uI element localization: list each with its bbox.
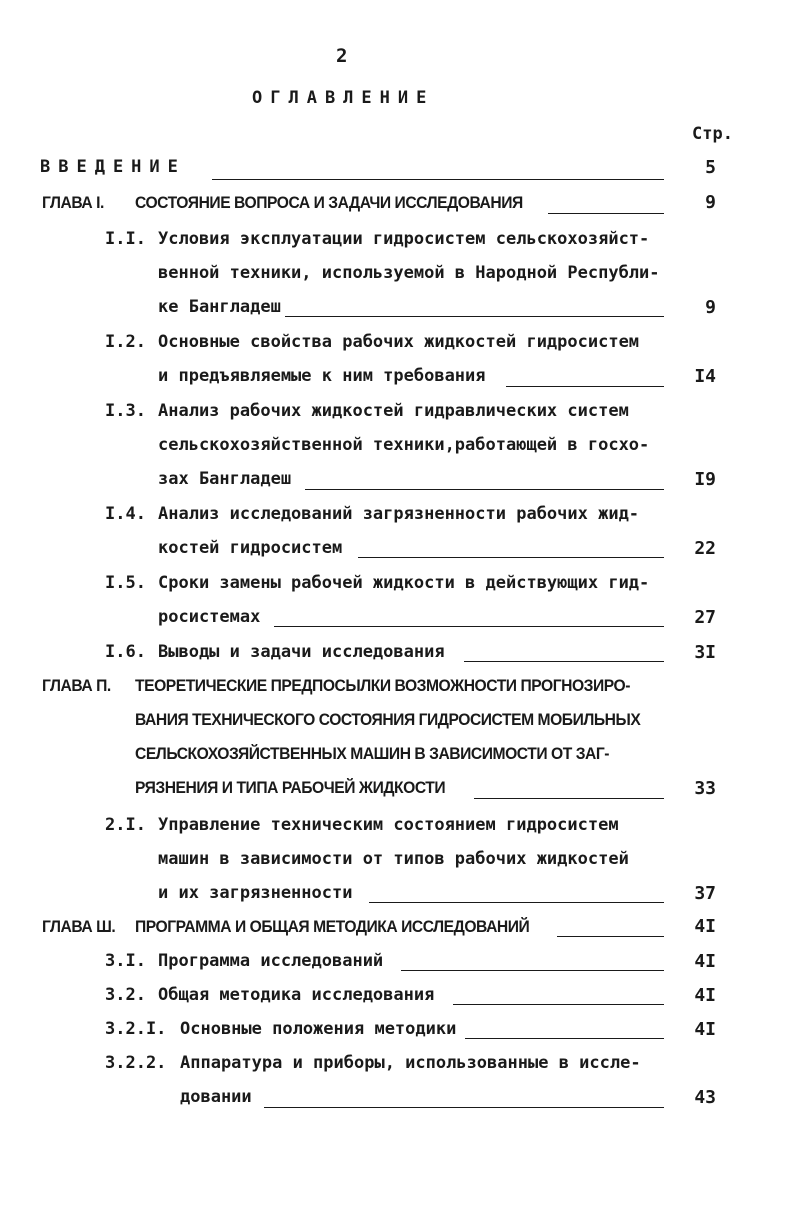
toc-section-text: венной техники, используемой в Народной Республи- xyxy=(158,263,660,283)
toc-section-page: 27 xyxy=(694,607,716,628)
toc-chapter2-label: ГЛАВА П. xyxy=(42,676,111,695)
toc-chapter2-page: 33 xyxy=(694,778,716,799)
toc-section-page: I4 xyxy=(694,366,716,387)
toc-section-number: I.6. xyxy=(105,642,146,662)
toc-section-page: 4I xyxy=(694,1019,716,1040)
toc-leader-line xyxy=(557,936,664,937)
toc-chapter2-title-line: ВАНИЯ ТЕХНИЧЕСКОГО СОСТОЯНИЯ ГИДРОСИСТЕМ МОБИЛЬНЫХ xyxy=(135,710,641,729)
toc-leader-line xyxy=(358,557,664,558)
toc-section-text: Программа исследований xyxy=(158,951,384,971)
toc-chapter1-label: ГЛАВА I. xyxy=(42,193,104,212)
toc-chapter3-label: ГЛАВА Ш. xyxy=(42,917,116,936)
toc-section-text: Общая методика исследования xyxy=(158,985,435,1005)
page-column-label: Стр. xyxy=(692,124,733,144)
toc-leader-line xyxy=(274,626,664,627)
toc-section-number: I.4. xyxy=(105,504,146,524)
toc-leader-line xyxy=(305,489,664,490)
toc-section-page: 4I xyxy=(694,985,716,1006)
toc-section-page: 4I xyxy=(694,951,716,972)
toc-section-page: 43 xyxy=(694,1087,716,1108)
toc-intro-label: ВВЕДЕНИЕ xyxy=(40,157,186,177)
toc-chapter2-title-line: ТЕОРЕТИЧЕСКИЕ ПРЕДПОСЫЛКИ ВОЗМОЖНОСТИ ПРОГНОЗИРО- xyxy=(135,676,631,695)
toc-section-text: Выводы и задачи исследования xyxy=(158,642,445,662)
toc-section-text: и предъявляемые к ним требования xyxy=(158,366,486,386)
toc-section-text: костей гидросистем xyxy=(158,538,343,558)
toc-leader-line xyxy=(465,1038,664,1039)
toc-section-number: I.2. xyxy=(105,332,146,352)
toc-section-text: довании xyxy=(180,1087,252,1107)
toc-section-text: Условия эксплуатации гидросистем сельскохозяйст- xyxy=(158,229,650,249)
toc-section-page: 9 xyxy=(705,297,716,318)
toc-leader-line xyxy=(474,798,664,799)
toc-section-page: 22 xyxy=(694,538,716,559)
toc-section-number: 3.2.I. xyxy=(105,1019,167,1039)
toc-section-page: I9 xyxy=(694,469,716,490)
page-number: 2 xyxy=(336,45,348,67)
toc-section-number: 3.2. xyxy=(105,985,146,1005)
toc-section-number: 3.2.2. xyxy=(105,1053,167,1073)
toc-section-text: зах Бангладеш xyxy=(158,469,292,489)
toc-leader-line xyxy=(285,316,664,317)
toc-section-number: 3.I. xyxy=(105,951,146,971)
toc-section-number: I.I. xyxy=(105,229,146,249)
toc-leader-line xyxy=(506,386,664,387)
toc-leader-line xyxy=(464,661,664,662)
toc-section-number: I.3. xyxy=(105,401,146,421)
toc-section-text: Управление техническим состоянием гидросистем xyxy=(158,815,619,835)
toc-leader-line xyxy=(212,179,664,180)
toc-section-number: 2.I. xyxy=(105,815,146,835)
toc-chapter1-page: 9 xyxy=(705,192,716,213)
toc-section-text: ке Бангладеш xyxy=(158,297,281,317)
toc-section-text: и их загрязненности xyxy=(158,883,353,903)
toc-chapter2-title-line: СЕЛЬСКОХОЗЯЙСТВЕННЫХ МАШИН В ЗАВИСИМОСТИ ОТ ЗАГ- xyxy=(135,744,610,763)
toc-leader-line xyxy=(401,970,664,971)
toc-section-text: Сроки замены рабочей жидкости в действующих гид- xyxy=(158,573,650,593)
toc-section-text: машин в зависимости от типов рабочих жидкостей xyxy=(158,849,629,869)
toc-section-text: росистемах xyxy=(158,607,261,627)
toc-chapter3-title: ПРОГРАММА И ОБЩАЯ МЕТОДИКА ИССЛЕДОВАНИЙ xyxy=(135,917,530,936)
toc-chapter2-title-line: РЯЗНЕНИЯ И ТИПА РАБОЧЕЙ ЖИДКОСТИ xyxy=(135,778,446,797)
toc-leader-line xyxy=(453,1004,664,1005)
toc-leader-line xyxy=(369,902,664,903)
toc-section-text: Анализ рабочих жидкостей гидравлических систем xyxy=(158,401,629,421)
toc-section-text: сельскохозяйственной техники,работающей в госхо- xyxy=(158,435,650,455)
toc-chapter1-title: СОСТОЯНИЕ ВОПРОСА И ЗАДАЧИ ИССЛЕДОВАНИЯ xyxy=(135,193,523,212)
toc-section-text: Основные свойства рабочих жидкостей гидросистем xyxy=(158,332,640,352)
toc-section-text: Основные положения методики xyxy=(180,1019,457,1039)
toc-section-text: Анализ исследований загрязненности рабочих жид- xyxy=(158,504,640,524)
page-heading: ОГЛАВЛЕНИЕ xyxy=(252,88,435,108)
toc-section-text: Аппаратура и приборы, использованные в иссле- xyxy=(180,1053,641,1073)
toc-leader-line xyxy=(548,213,664,214)
toc-section-number: I.5. xyxy=(105,573,146,593)
toc-section-page: 3I xyxy=(694,642,716,663)
toc-intro-page: 5 xyxy=(705,157,716,178)
toc-chapter3-page: 4I xyxy=(694,916,716,937)
toc-section-page: 37 xyxy=(694,883,716,904)
toc-leader-line xyxy=(264,1107,664,1108)
